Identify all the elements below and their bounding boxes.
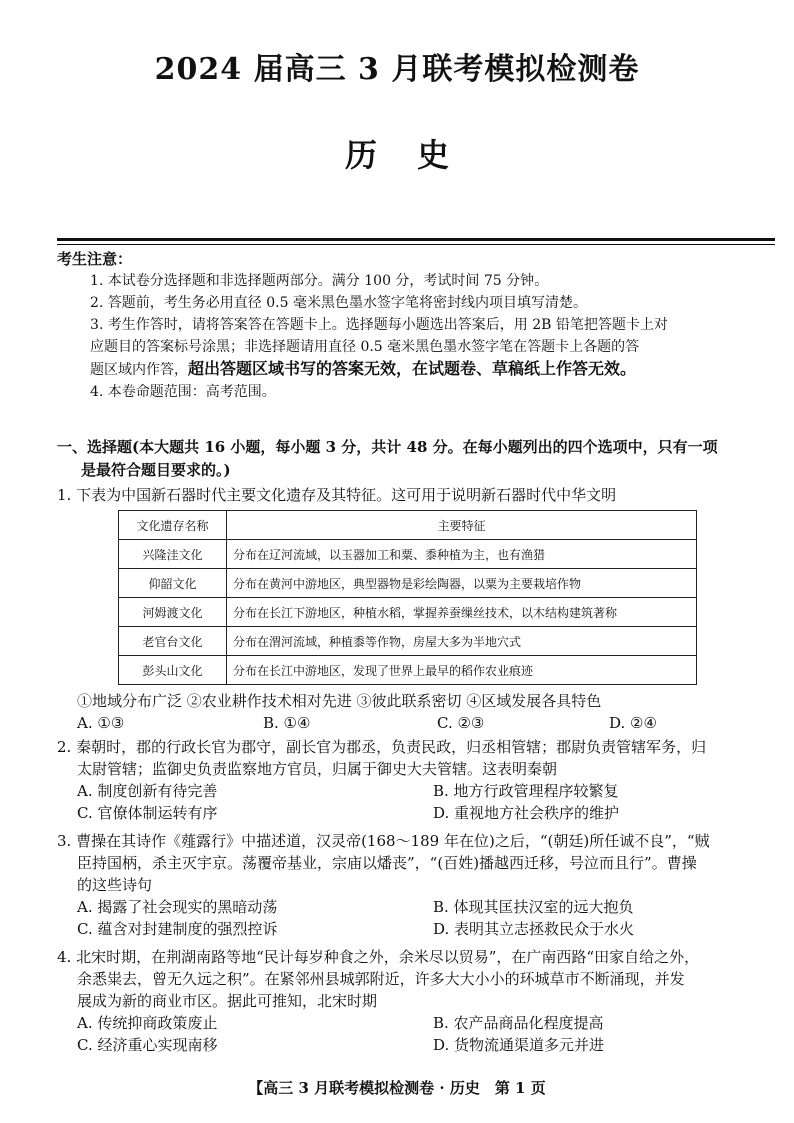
table-cell: 仰韶文化	[119, 569, 227, 598]
question-1-statements	[57, 690, 777, 734]
culture-table	[118, 510, 697, 685]
notice-text: 题区域内作答，	[90, 362, 188, 378]
notice-block	[57, 248, 777, 403]
table-cell: 兴隆洼文化	[119, 540, 227, 569]
header-rule-thick	[57, 238, 775, 241]
option: A. ①③	[77, 714, 125, 732]
section-line: 是最符合题目要求的。)	[81, 461, 231, 479]
option: A. 传统抑商政策废止	[77, 1014, 218, 1032]
statements-line: ①地域分布广泛 ②农业耕作技术相对先进 ③彼此联系密切 ④区域发展各具特色	[77, 692, 602, 710]
table-cell: 分布在长江下游地区，种植水稻，掌握养蚕缫丝技术，以木结构建筑著称	[227, 598, 697, 627]
notice-emphasis: 超出答题区域书写的答案无效，在试题卷、草稿纸上作答无效。	[188, 359, 637, 378]
question-stem-continuation: 的这些诗句	[77, 876, 153, 894]
options-row	[57, 918, 777, 940]
table-header: 主要特征	[227, 511, 697, 540]
table-row	[119, 656, 697, 685]
table-row	[119, 540, 697, 569]
table-cell: 分布在渭河流域，种植黍等作物，房屋大多为半地穴式	[227, 627, 697, 656]
option: C. 蕴含对封建制度的强烈控诉	[77, 920, 278, 938]
notice-item: 3. 考生作答时，请将答案答在答题卡上。选择题每小题选出答案后，用 2B 铅笔把答题卡上对	[90, 317, 668, 333]
question-4	[57, 946, 777, 1056]
question-stem: 3. 曹操在其诗作《薤露行》中描述道，汉灵帝(168～189 年在位)之后，“(朝廷)所任诚不良”，“贼	[57, 832, 710, 850]
option: B. 体现其匡扶汉室的远大抱负	[433, 898, 634, 916]
table-cell: 老官台文化	[119, 627, 227, 656]
option: B. ①④	[263, 714, 311, 732]
exam-title: 2024 届高三 3 月联考模拟检测卷	[154, 52, 640, 87]
options-row	[57, 1034, 777, 1056]
question-stem-continuation: 太尉管辖；监御史负责监察地方官员，归属于御史大夫管辖。这表明秦朝	[77, 760, 558, 778]
table-cell: 河姆渡文化	[119, 598, 227, 627]
notice-item: 4. 本卷命题范围：高考范围。	[90, 384, 276, 400]
section-heading	[57, 436, 777, 482]
question-stem-continuation: 展成为新的商业市区。据此可推知，北宋时期	[77, 992, 378, 1010]
table-cell: 分布在辽河流域，以玉器加工和粟、黍种植为主，也有渔猎	[227, 540, 697, 569]
options-row	[57, 896, 777, 918]
question-2	[57, 736, 777, 824]
option: D. 货物流通渠道多元并进	[433, 1036, 605, 1054]
table-row	[119, 598, 697, 627]
page-footer: 【高三 3 月联考模拟检测卷 · 历史 第 1 页	[248, 1079, 546, 1097]
table-header-row	[119, 511, 697, 540]
option: D. 重视地方社会秩序的维护	[433, 804, 620, 822]
table-cell: 分布在黄河中游地区，典型器物是彩绘陶器，以粟为主要栽培作物	[227, 569, 697, 598]
notice-item-continuation	[57, 358, 777, 381]
header-rule-thin	[57, 244, 775, 245]
option: B. 农产品商品化程度提高	[433, 1014, 604, 1032]
options-row	[57, 712, 777, 734]
section-line: 一、选择题(本大题共 16 小题，每小题 3 分，共计 48 分。在每小题列出的四个选项中，只有一项	[57, 438, 718, 456]
table-cell: 彭头山文化	[119, 656, 227, 685]
question-stem: 2. 秦朝时，郡的行政长官为郡守，副长官为郡丞，负责民政，归丞相管辖；郡尉负责管辖军务，归	[57, 738, 707, 756]
table-row	[119, 569, 697, 598]
option: A. 揭露了社会现实的黑暗动荡	[77, 898, 278, 916]
notice-heading: 考生注意：	[57, 250, 133, 268]
question-stem-continuation: 余悉粜去，曾无久远之积”。在紧邻州县城郭附近，许多大大小小的环城草市不断涌现，并发	[77, 970, 685, 988]
options-row	[57, 802, 777, 824]
options-row	[57, 780, 777, 802]
options-row	[57, 1012, 777, 1034]
notice-item: 1. 本试卷分选择题和非选择题两部分。满分 100 分，考试时间 75 分钟。	[90, 273, 549, 289]
subject-title: 历史	[344, 136, 489, 174]
option: D. 表明其立志拯救民众于水火	[433, 920, 635, 938]
table-header: 文化遗存名称	[119, 511, 227, 540]
option: D. ②④	[609, 714, 657, 732]
option: A. 制度创新有待完善	[77, 782, 218, 800]
option: C. 官僚体制运转有序	[77, 804, 218, 822]
table-row	[119, 627, 697, 656]
option: B. 地方行政管理程序较繁复	[433, 782, 619, 800]
table-cell: 分布在长江中游地区，发现了世界上最早的稻作农业痕迹	[227, 656, 697, 685]
option: C. ②③	[437, 714, 485, 732]
question-stem: 4. 北宋时期，在荆湖南路等地“民计每岁种食之外，余米尽以贸易”，在广南西路“田家自给之外，	[57, 948, 700, 966]
question-stem-continuation: 臣持国柄，杀主灭宇京。荡覆帝基业，宗庙以燔丧”，“(百姓)播越西迁移，号泣而且行”。曹操	[77, 854, 697, 872]
question-1-stem: 1. 下表为中国新石器时代主要文化遗存及其特征。这可用于说明新石器时代中华文明	[57, 486, 617, 504]
question-3	[57, 830, 777, 940]
option: C. 经济重心实现南移	[77, 1036, 218, 1054]
notice-item-continuation: 应题目的答案标号涂黑；非选择题请用直径 0.5 毫米黑色墨水签字笔在答题卡上各题的答	[90, 339, 640, 355]
notice-item: 2. 答题前，考生务必用直径 0.5 毫米黑色墨水签字笔将密封线内项目填写清楚。	[90, 295, 587, 311]
